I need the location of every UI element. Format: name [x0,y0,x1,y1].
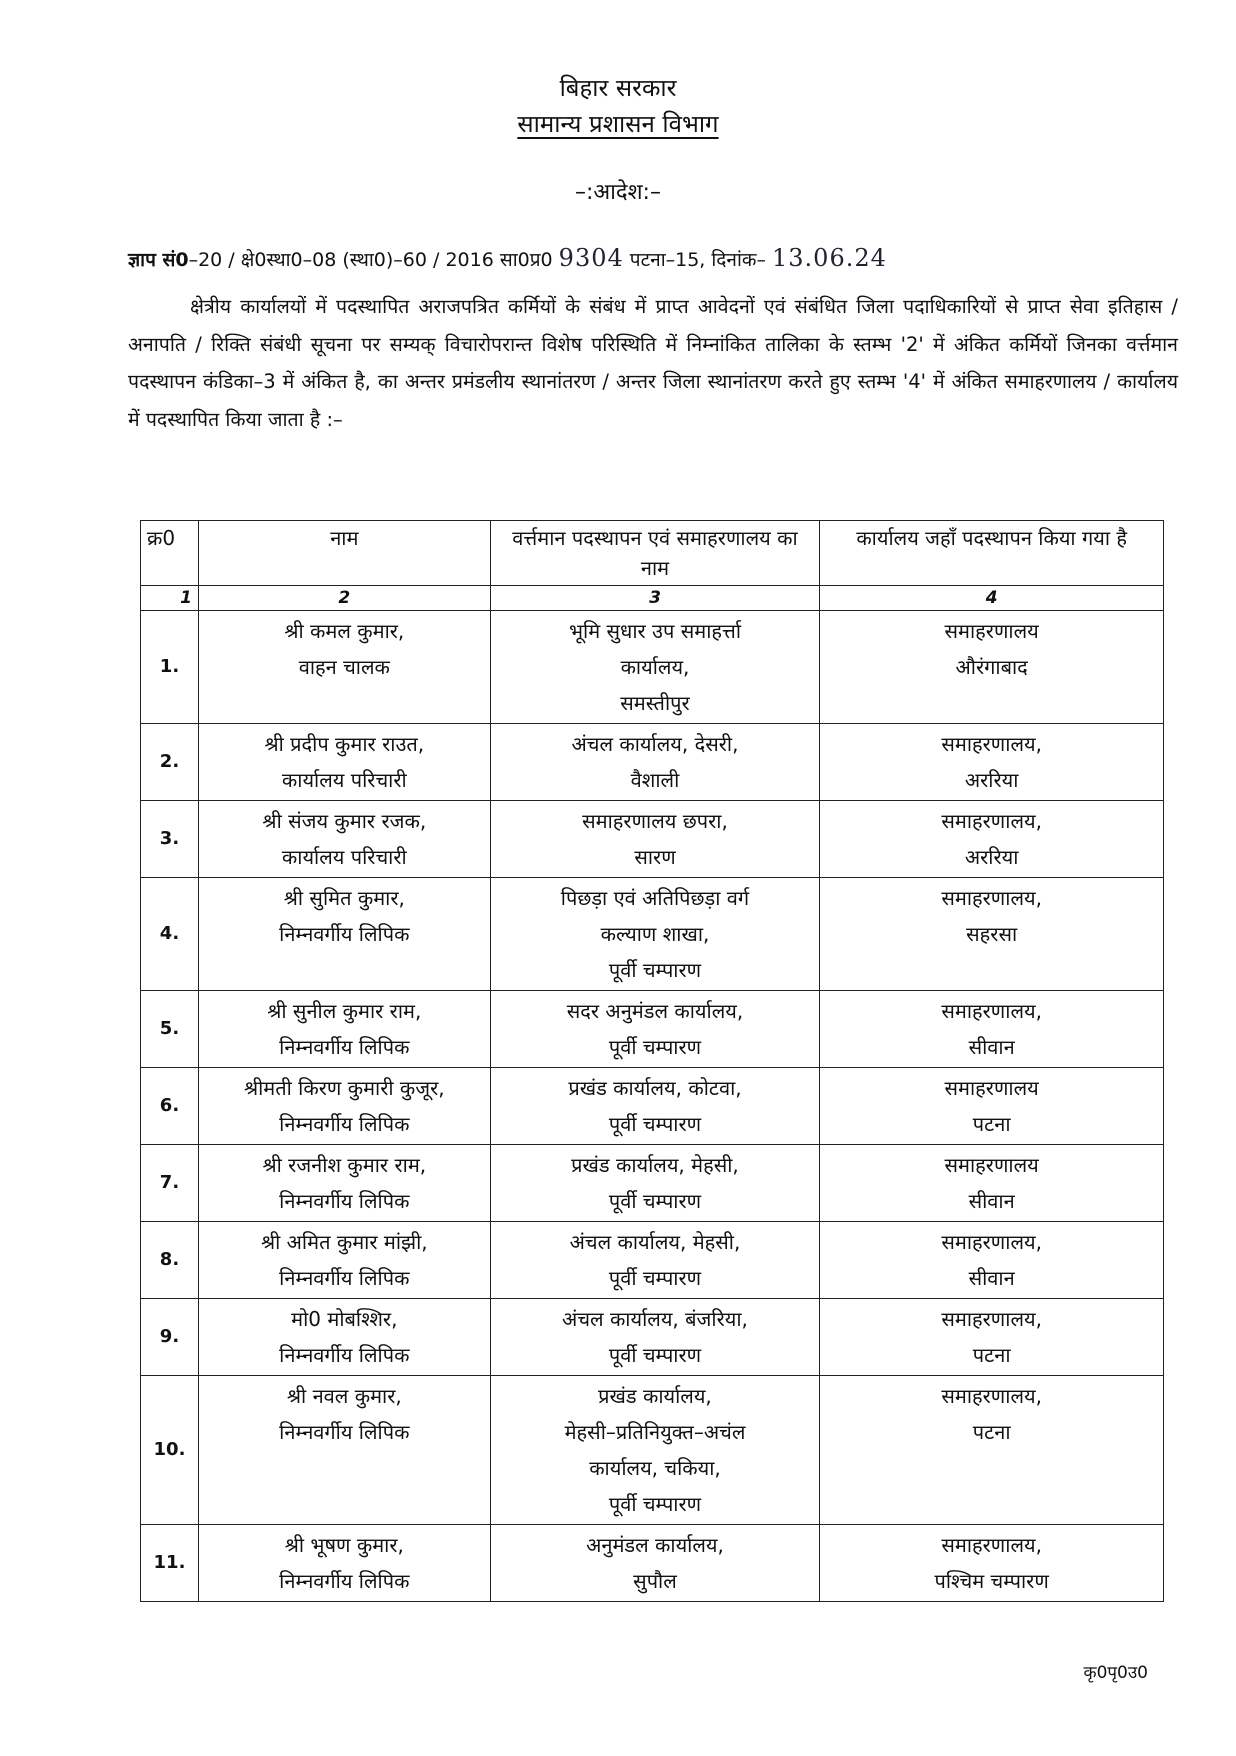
current-posting-line: पूर्वी चम्पारण [608,1343,702,1367]
new-posting-line: समाहरणालय, [941,732,1042,756]
memo-line [128,244,1168,272]
new-posting-line: पटना [972,1343,1011,1367]
employee-name: मो0 मोबश्शिर, [291,1307,398,1331]
government-title: बिहार सरकार [559,74,677,102]
new-posting-line: समाहरणालय, [941,1230,1042,1254]
employee-post: वाहन चालक [298,655,390,679]
current-posting-cell [490,991,820,1068]
employee-cell [198,1376,490,1525]
current-posting-line: अंचल कार्यालय, देसरी, [571,732,739,756]
current-posting-line: पूर्वी चम्पारण [608,1492,702,1516]
current-posting-line: अंचल कार्यालय, मेहसी, [569,1230,741,1254]
new-posting-line: समाहरणालय, [941,1307,1042,1331]
new-posting-line: समाहरणालय [944,1153,1039,1177]
column-number: 2 [198,586,490,611]
current-posting-line: अनुमंडल कार्यालय, [586,1533,724,1557]
table-row [141,1525,1164,1602]
column-number: 4 [820,586,1164,611]
employee-cell [198,1222,490,1299]
table-row [141,991,1164,1068]
new-posting-line: सीवान [968,1035,1015,1059]
current-posting-cell [490,1222,820,1299]
new-posting-cell [820,1525,1164,1602]
header-serial: क्र0 [141,521,199,586]
current-posting-cell [490,801,820,878]
current-posting-line: प्रखंड कार्यालय, [598,1384,712,1408]
document-header [0,70,1236,142]
table-row [141,724,1164,801]
order-title: –:आदेश:– [575,180,661,205]
employee-post: कार्यालय परिचारी [281,845,407,869]
new-posting-cell [820,1068,1164,1145]
memo-prefix: ज्ञाप सं0 [128,249,189,271]
employee-cell [198,1525,490,1602]
new-posting-cell [820,1222,1164,1299]
employee-post: निम्नवर्गीय लिपिक [279,1569,410,1593]
memo-reference: –20 / क्षे0स्था0–08 (स्था0)–60 / 2016 सा0प्र0 [188,249,553,271]
new-posting-cell [820,991,1164,1068]
serial-number: 11. [141,1525,199,1602]
continued-overleaf: कृ0पृ0उ0 [1083,1663,1148,1683]
new-posting-line: औरंगाबाद [955,655,1028,679]
serial-number: 4. [141,878,199,991]
new-posting-line: समाहरणालय, [941,1384,1042,1408]
employee-name: श्री सुमित कुमार, [283,886,405,910]
table-header-row [141,521,1164,586]
current-posting-line: कार्यालय, [620,655,690,679]
table-row [141,1068,1164,1145]
new-posting-line: समाहरणालय, [941,1533,1042,1557]
new-posting-cell [820,1299,1164,1376]
header-name: नाम [198,521,490,586]
new-posting-line: सीवान [968,1189,1015,1213]
new-posting-cell [820,878,1164,991]
employee-name: श्री नवल कुमार, [286,1384,402,1408]
current-posting-line: अंचल कार्यालय, बंजरिया, [562,1307,748,1331]
employee-name: श्री कमल कुमार, [284,619,405,643]
memo-place: पटना–15, दिनांक– [629,249,766,271]
new-posting-line: समाहरणालय [944,619,1039,643]
current-posting-cell [490,1299,820,1376]
employee-post: निम्नवर्गीय लिपिक [279,1112,410,1136]
serial-number: 2. [141,724,199,801]
current-posting-cell [490,1376,820,1525]
serial-number: 3. [141,801,199,878]
employee-name: श्री संजय कुमार रजक, [262,809,427,833]
new-posting-line: सीवान [968,1266,1015,1290]
current-posting-line: समस्तीपुर [620,691,690,715]
current-posting-line: मेहसी–प्रतिनियुक्त–अचंल [564,1420,746,1444]
current-posting-line: प्रखंड कार्यालय, मेहसी, [571,1153,739,1177]
current-posting-line: समाहरणालय छपरा, [582,809,728,833]
employee-post: निम्नवर्गीय लिपिक [279,1266,410,1290]
employee-name: श्री भूषण कुमार, [284,1533,404,1557]
employee-name: श्री प्रदीप कुमार राउत, [264,732,425,756]
serial-number: 9. [141,1299,199,1376]
serial-number: 10. [141,1376,199,1525]
current-posting-line: पूर्वी चम्पारण [608,1035,702,1059]
serial-number: 1. [141,611,199,724]
column-number: 1 [141,586,199,611]
new-posting-line: समाहरणालय, [941,809,1042,833]
current-posting-line: पूर्वी चम्पारण [608,1266,702,1290]
current-posting-line: कल्याण शाखा, [600,922,710,946]
table-row [141,1222,1164,1299]
header-new-posting: कार्यालय जहाँ पदस्थापन किया गया है [820,521,1164,586]
current-posting-cell [490,1525,820,1602]
table-row [141,878,1164,991]
header-current-posting: वर्त्तमान पदस्थापन एवं समाहरणालय का नाम [490,521,820,586]
current-posting-cell [490,611,820,724]
new-posting-line: समाहरणालय, [941,999,1042,1023]
table-row [141,801,1164,878]
new-posting-line: समाहरणालय [944,1076,1039,1100]
new-posting-cell [820,1376,1164,1525]
employee-cell [198,991,490,1068]
table-row [141,1376,1164,1525]
new-posting-line: अररिया [964,768,1019,792]
new-posting-line: पटना [972,1112,1011,1136]
employee-cell [198,1068,490,1145]
current-posting-line: पूर्वी चम्पारण [608,1112,702,1136]
employee-cell [198,801,490,878]
new-posting-line: पटना [972,1420,1011,1444]
new-posting-cell [820,611,1164,724]
employee-cell [198,1145,490,1222]
serial-number: 7. [141,1145,199,1222]
transfer-table [140,520,1164,1602]
new-posting-cell [820,1145,1164,1222]
employee-cell [198,1299,490,1376]
serial-number: 6. [141,1068,199,1145]
current-posting-cell [490,878,820,991]
new-posting-line: सहरसा [966,922,1018,946]
memo-number: 9304 [558,244,624,272]
column-number: 3 [490,586,820,611]
employee-cell [198,878,490,991]
current-posting-line: वैशाली [630,768,680,792]
current-posting-cell [490,1145,820,1222]
employee-name: श्री रजनीश कुमार राम, [262,1153,427,1177]
employee-post: कार्यालय परिचारी [281,768,407,792]
employee-post: निम्नवर्गीय लिपिक [279,1189,410,1213]
employee-name: श्री अमित कुमार मांझी, [260,1230,428,1254]
current-posting-line: प्रखंड कार्यालय, कोटवा, [568,1076,742,1100]
current-posting-line: भूमि सुधार उप समाहर्त्ता [568,619,742,643]
serial-number: 5. [141,991,199,1068]
new-posting-cell [820,801,1164,878]
column-number-row [141,586,1164,611]
table-row [141,1145,1164,1222]
employee-post: निम्नवर्गीय लिपिक [279,1035,410,1059]
current-posting-line: पिछड़ा एवं अतिपिछड़ा वर्ग [560,886,750,910]
employee-cell [198,611,490,724]
serial-number: 8. [141,1222,199,1299]
employee-post: निम्नवर्गीय लिपिक [279,1343,410,1367]
current-posting-line: सुपौल [633,1569,677,1593]
new-posting-line: समाहरणालय, [941,886,1042,910]
employee-post: निम्नवर्गीय लिपिक [279,922,410,946]
employee-name: श्री सुनील कुमार राम, [267,999,422,1023]
new-posting-cell [820,724,1164,801]
employee-cell [198,724,490,801]
current-posting-line: पूर्वी चम्पारण [608,1189,702,1213]
employee-post: निम्नवर्गीय लिपिक [279,1420,410,1444]
table-row [141,611,1164,724]
order-paragraph: क्षेत्रीय कार्यालयों में पदस्थापित अराजपत्रित कर्मियों के संबंध में प्राप्त आवेदनों एवं संबंधित जिला पदाधिकारियों से प्राप्त सेवा इतिहास / अनापति / रिक्ति संबंधी सूचना पर सम्यक् विचारोपरान्त विशेष परिस्थिति में निम्नांकित तालिका के स्तम्भ '2' में अंकित कर्मियों जिनका वर्त्तमान पदस्थापन कंडिका–3 में अंकित है, का अन्तर प्रमंडलीय स्थानांतरण / अन्तर जिला स्थानांतरण करते हुए स्तम्भ '4' में अंकित समाहरणालय / कार्यालय में पदस्थापित किया जाता है :– [128,295,1178,431]
memo-date: 13.06.24 [772,244,887,272]
new-posting-line: पश्चिम चम्पारण [934,1569,1049,1593]
department-title: सामान्य प्रशासन विभाग [517,110,719,138]
current-posting-line: कार्यालय, चकिया, [589,1456,721,1480]
current-posting-line: पूर्वी चम्पारण [608,958,702,982]
employee-name: श्रीमती किरण कुमारी कुजूर, [243,1076,445,1100]
table-row [141,1299,1164,1376]
current-posting-line: सदर अनुमंडल कार्यालय, [566,999,744,1023]
current-posting-line: सारण [634,845,676,869]
new-posting-line: अररिया [964,845,1019,869]
current-posting-cell [490,724,820,801]
current-posting-cell [490,1068,820,1145]
